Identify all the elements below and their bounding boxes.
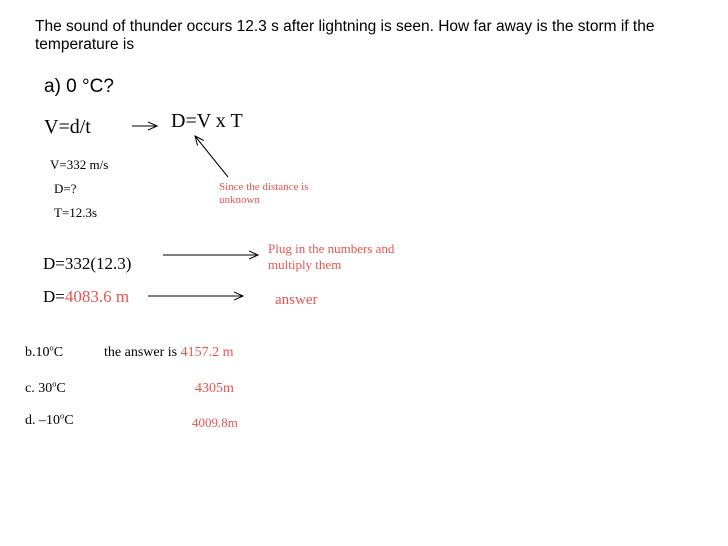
given-velocity: V=332 m/s (50, 157, 109, 172)
note-distance-unknown: Since the distance is unknown (219, 181, 309, 206)
part-a-label: a) 0 °C? (44, 76, 114, 97)
question-line-2: temperature is (35, 36, 135, 53)
part-c-answer-value: 4305m (195, 381, 234, 396)
step-substitute: D=332(12.3) (43, 254, 132, 273)
given-distance: D=? (54, 181, 77, 196)
part-b-answer-value: 4157.2 m (180, 345, 234, 360)
arrow-note-to-formula (195, 136, 228, 177)
question-line-1: The sound of thunder occurs 12.3 s after lightning is seen. How far away is the storm if the (35, 18, 655, 35)
part-d-label: d. –10$^o$C (25, 411, 74, 428)
note-plug-in: Plug in the numbers and multiply them (268, 241, 395, 272)
formula-distance: D=V x T (171, 110, 243, 132)
note-answer: answer (275, 292, 318, 308)
part-b-label: b.10$^o$C (25, 343, 64, 360)
part-d-answer-value: 4009.8m (192, 415, 238, 430)
given-time: T=12.3s (54, 205, 98, 220)
result-value: 4083.6 m (64, 287, 130, 306)
part-c-label: c. 30$^o$C (25, 379, 66, 396)
formula-velocity: V=d/t (44, 116, 91, 138)
result-prefix: D= (43, 287, 65, 306)
part-b-answer: the answer is 4157.2 m (104, 345, 234, 360)
